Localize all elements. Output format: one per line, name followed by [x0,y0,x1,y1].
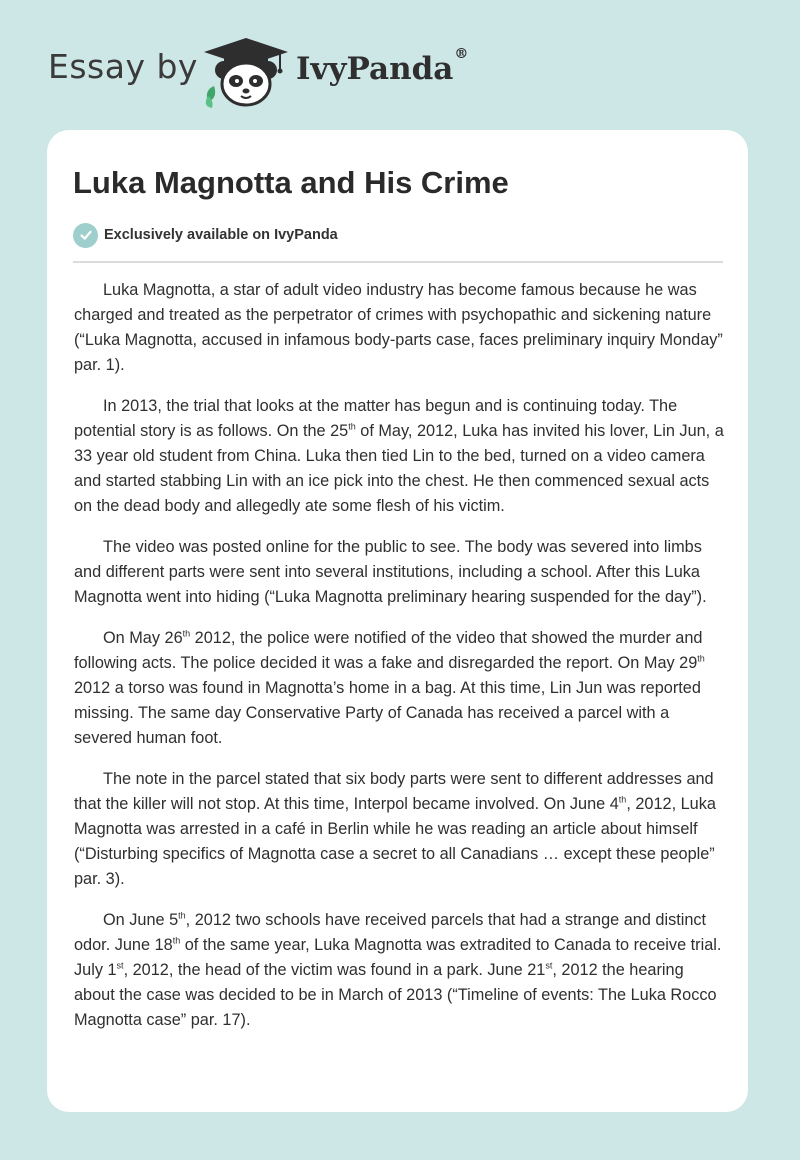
paragraph [74,908,724,1033]
ordinal-suffix: th [178,910,186,921]
ordinal-suffix: st [545,960,553,971]
ordinal-suffix: th [348,421,356,432]
paragraph-text: , 2012 the hearing about the case was decided to be in March of 2013 (“Timeline of events: The Luka Rocco Magnotta case” par. 17). [74,961,717,1029]
paragraph [74,278,724,378]
paragraph [74,767,724,892]
paragraph-text: Luka Magnotta, a star of adult video industry has become famous because he was charged and treated as the perpetrator of crimes with psychopathic and sickening nature (“Luka Magnotta, accused in infamous body-parts case, faces preliminary inquiry Monday” par. 1). [74,281,723,374]
essay-card [47,130,748,1112]
brand-prefix: Essay by [48,47,198,86]
divider [73,261,723,263]
brand-name[interactable] [296,45,469,87]
paragraph-text: of May, 2012, Luka has invited his lover, Lin Jun, a 33 year old student from China. Luka then tied Lin to the bed, turned on a video camera and started stabbing Lin with an ice pick into the chest. He then commenced sexual acts on the dead body and allegedly ate some flesh of his victim. [74,422,724,515]
paragraph [74,394,724,519]
paragraph-text: , 2012 two schools have received parcels that had a strange and distinct odor. June 18 [74,911,707,954]
paragraph [74,626,724,751]
paragraph-text: The note in the parcel stated that six body parts were sent to different addresses and that the killer will not stop. At this time, Interpol became involved. On June 4 [74,770,714,813]
registered-mark: ® [454,45,469,62]
paragraph-text: The video was posted online for the public to see. The body was severed into limbs and different parts were sent into several institutions, including a school. After this Luka Magnotta went into hiding (“Luka Magnotta preliminary hearing suspended for the day”). [74,538,707,606]
ordinal-suffix: st [116,960,124,971]
paragraph-text: 2012 a torso was found in Magnotta’s home in a bag. At this time, Lin Jun was reported missing. The same day Conservative Party of Canada has received a parcel with a severed human foot. [74,679,701,747]
ordinal-suffix: th [182,628,191,639]
paragraph-text: 2012, the police were notified of the video that showed the murder and following acts. The police decided it was a fake and disregarded the report. On May 29 [74,629,703,672]
panda-graduate-logo-icon[interactable] [200,36,292,108]
ordinal-suffix: th [618,794,627,805]
ordinal-suffix: th [172,935,181,946]
page-title: Luka Magnotta and His Crime [73,165,509,200]
essay-body [74,278,724,1049]
paragraph-text: , 2012, the head of the victim was found in a park. June 21 [123,961,546,979]
paragraph-text: of the same year, Luka Magnotta was extradited to Canada to receive trial. July 1 [74,936,722,979]
brand-name-text: IvyPanda [296,51,454,87]
paragraph-text: , 2012, Luka Magnotta was arrested in a café in Berlin while he was reading an article about himself (“Disturbing specifics of Magnotta case a secret to all Canadians … except these people” par. 3). [74,795,716,888]
paragraph [74,535,724,610]
site-header [0,0,800,120]
exclusive-badge-text: Exclusively available on IvyPanda [104,227,338,243]
paragraph-text: On June 5 [103,911,179,929]
ordinal-suffix: th [697,653,705,664]
paragraph-text: In 2013, the trial that looks at the matter has begun and is continuing today. The potential story is as follows. On the 25 [74,397,678,440]
checkmark-icon [73,223,98,248]
exclusive-badge [73,222,338,248]
paragraph-text: On May 26 [103,629,183,647]
